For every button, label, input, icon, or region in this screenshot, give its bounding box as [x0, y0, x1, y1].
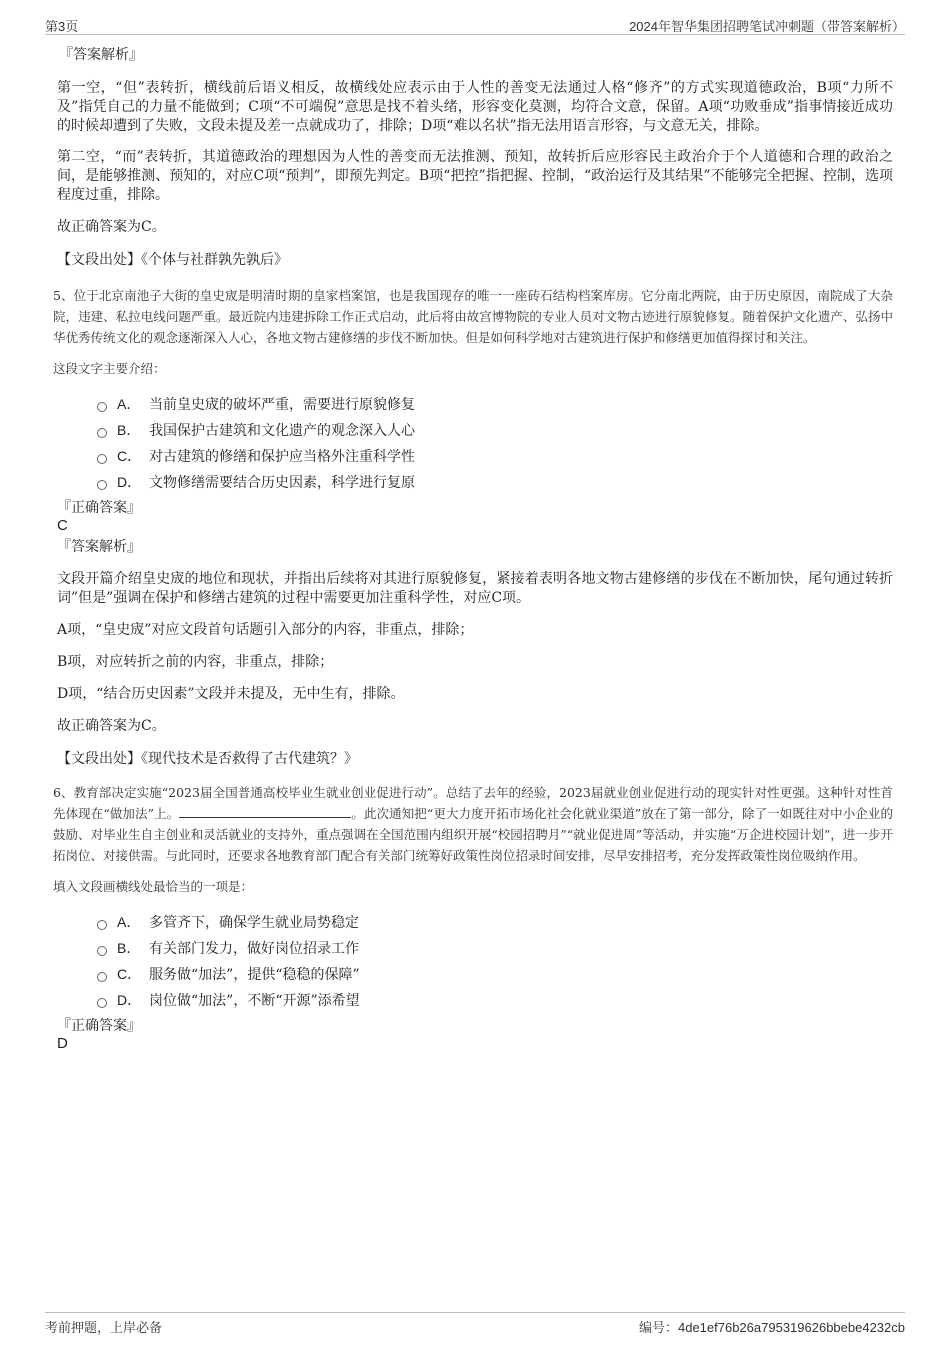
q5-prompt: 这段文字主要介绍：: [53, 361, 166, 376]
q6-answer-label: 『正确答案』: [57, 1018, 141, 1034]
q5-analysis-label: 『答案解析』: [57, 539, 141, 555]
q5-analysis-option-d: D项，“结合历史因素”文段并未提及，无中生有，排除。: [57, 686, 405, 702]
radio-icon[interactable]: [97, 402, 107, 412]
q5-analysis-option-b: B项，对应转折之前的内容，非重点，排除；: [57, 654, 334, 670]
option-text: 多管齐下，确保学生就业局势稳定: [149, 915, 359, 931]
q6-text-part-1: 6、教育部决定实施“2023届全国普通高校毕业生就业创业促进行动”。总结了去年的经验，2023届就业创业促进行动的现实针对性更强。这种针对性首先体现在“做加法”上。: [53, 785, 893, 821]
option-text: 对古建筑的修缮和保护应当格外注重科学性: [149, 449, 415, 465]
q5-analysis-paragraph-1: 文段开篇介绍皇史宬的地位和现状，并指出后续将对其进行原貌修复，紧接着表明各地文物古建修缮的步伐在不断加快，尾句通过转折词”但是”强调在保护和修缮古建筑的过程中需要更加注重科学性，对应C项。: [57, 571, 893, 606]
q6-options: [97, 909, 893, 1013]
q5-answer-label: 『正确答案』: [57, 500, 141, 516]
option-letter: D．: [117, 992, 142, 1008]
q6-text-part-2: 。此次通知把“更大力度开拓市场化社会化就业渠道”放在了第一部分，除了一如既往对中小企业的鼓励、对毕业生自主创业和灵活就业的支持外，重点强调在全国范围内组织开展“校园招聘月”“就业促进周”等活动，并实施“万企进校园计划”，进一步开拓岗位、对接供需。与此同时，还要求各地教育部门配合有关部门统筹好政策性岗位招录时间安排，尽早安排招考，充分发挥政策性岗位吸纳作用。: [53, 806, 893, 863]
option-text: 当前皇史宬的破坏严重，需要进行原貌修复: [149, 397, 415, 413]
radio-icon[interactable]: [97, 454, 107, 464]
option-letter: A．: [117, 914, 141, 930]
q4-analysis-paragraph-1: 第一空，“但”表转折，横线前后语义相反，故横线处应表示由于人性的善变无法通过人格“修齐”的方式实现道德政治，B项“力所不及”指凭自己的力量不能做到；C项“不可端倪”意思是找不着头绪，形容变化莫测，均符合文意，保留。A项“功败垂成”指事情接近成功的时候却遭到了失败，文段未提及差一点就成功了，排除；D项“难以名状”指无法用语言形容，与文意无关，排除。: [57, 80, 893, 134]
option-letter: C．: [117, 448, 142, 464]
option-letter: C．: [117, 966, 142, 982]
q6-option-c[interactable]: [97, 961, 893, 987]
radio-icon[interactable]: [97, 428, 107, 438]
radio-icon[interactable]: [97, 480, 107, 490]
option-text: 文物修缮需要结合历史因素，科学进行复原: [149, 475, 415, 491]
option-text: 服务做“加法”，提供“稳稳的保障”: [149, 967, 360, 983]
document-code: 编号：4de1ef76b26a795319626bbebe4232cb: [638, 1320, 905, 1335]
q4-conclusion: 故正确答案为C。: [57, 219, 166, 235]
q5-answer: C: [57, 517, 68, 534]
radio-icon[interactable]: [97, 998, 107, 1008]
option-letter: B．: [117, 422, 141, 438]
q6-prompt: 填入文段画横线处最恰当的一项是：: [53, 879, 254, 894]
q4-source: 【文段出处】《个体与社群孰先孰后》: [57, 252, 288, 268]
q5-conclusion: 故正确答案为C。: [57, 718, 166, 734]
option-letter: B．: [117, 940, 141, 956]
content: [53, 46, 893, 1053]
page-number: 第3页: [45, 19, 79, 34]
q6-option-d[interactable]: [97, 987, 893, 1013]
page-footer: [45, 1312, 905, 1335]
q5-source: 【文段出处】《现代技术是否救得了古代建筑？》: [57, 751, 358, 767]
option-letter: A．: [117, 396, 141, 412]
q5-option-c[interactable]: [97, 443, 893, 469]
q4-analysis-paragraph-2: 第二空，“而”表转折，其道德政治的理想因为人性的善变而无法推测、预知，故转折后应形容民主政治介于个人道德和合理的政治之间，是能够推测、预知的，对应C项“预判”，即预先判定。B项“把控”指把握、控制，“政治运行及其结果”不能够完全把握、控制，选项程度过重，排除。: [57, 149, 893, 203]
radio-icon[interactable]: [97, 946, 107, 956]
q5-option-d[interactable]: [97, 469, 893, 495]
fill-in-blank: [179, 805, 351, 818]
document-title: 2024年智华集团招聘笔试冲刺题（带答案解析）: [629, 19, 905, 34]
page-header: [45, 14, 905, 35]
q6-option-b[interactable]: [97, 935, 893, 961]
radio-icon[interactable]: [97, 920, 107, 930]
q5-option-b[interactable]: [97, 417, 893, 443]
footer-slogan: 考前押题，上岸必备: [45, 1320, 163, 1335]
radio-icon[interactable]: [97, 972, 107, 982]
option-letter: D．: [117, 474, 142, 490]
q6-answer: D: [57, 1035, 68, 1052]
q4-analysis-label: 『答案解析』: [59, 47, 143, 63]
q6-option-a[interactable]: [97, 909, 893, 935]
q5-option-a[interactable]: [97, 391, 893, 417]
option-text: 有关部门发力，做好岗位招录工作: [149, 941, 359, 957]
q5-options: [97, 391, 893, 495]
q5-analysis-option-a: A项，“皇史宬”对应文段首句话题引入部分的内容，非重点，排除；: [57, 622, 474, 638]
option-text: 我国保护古建筑和文化遗产的观念深入人心: [149, 423, 415, 439]
option-text: 岗位做“加法”，不断“开源”添希望: [149, 993, 360, 1009]
q5-question-text: 5、位于北京南池子大街的皇史宬是明清时期的皇家档案馆，也是我国现存的唯一一座砖石结构档案库房。它分南北两院，由于历史原因，南院成了大杂院，违建、私拉电线问题严重。最近院内违建拆除工作正式启动，此后将由故宫博物院的专业人员对文物古迹进行原貌修复。随着保护文化遗产、弘扬中华优秀传统文化的观念逐渐深入人心，各地文物古建修缮的步伐不断加快。但是如何科学地对古建筑进行保护和修缮更加值得探讨和关注。: [53, 288, 893, 345]
q6-question-text: [53, 782, 893, 866]
